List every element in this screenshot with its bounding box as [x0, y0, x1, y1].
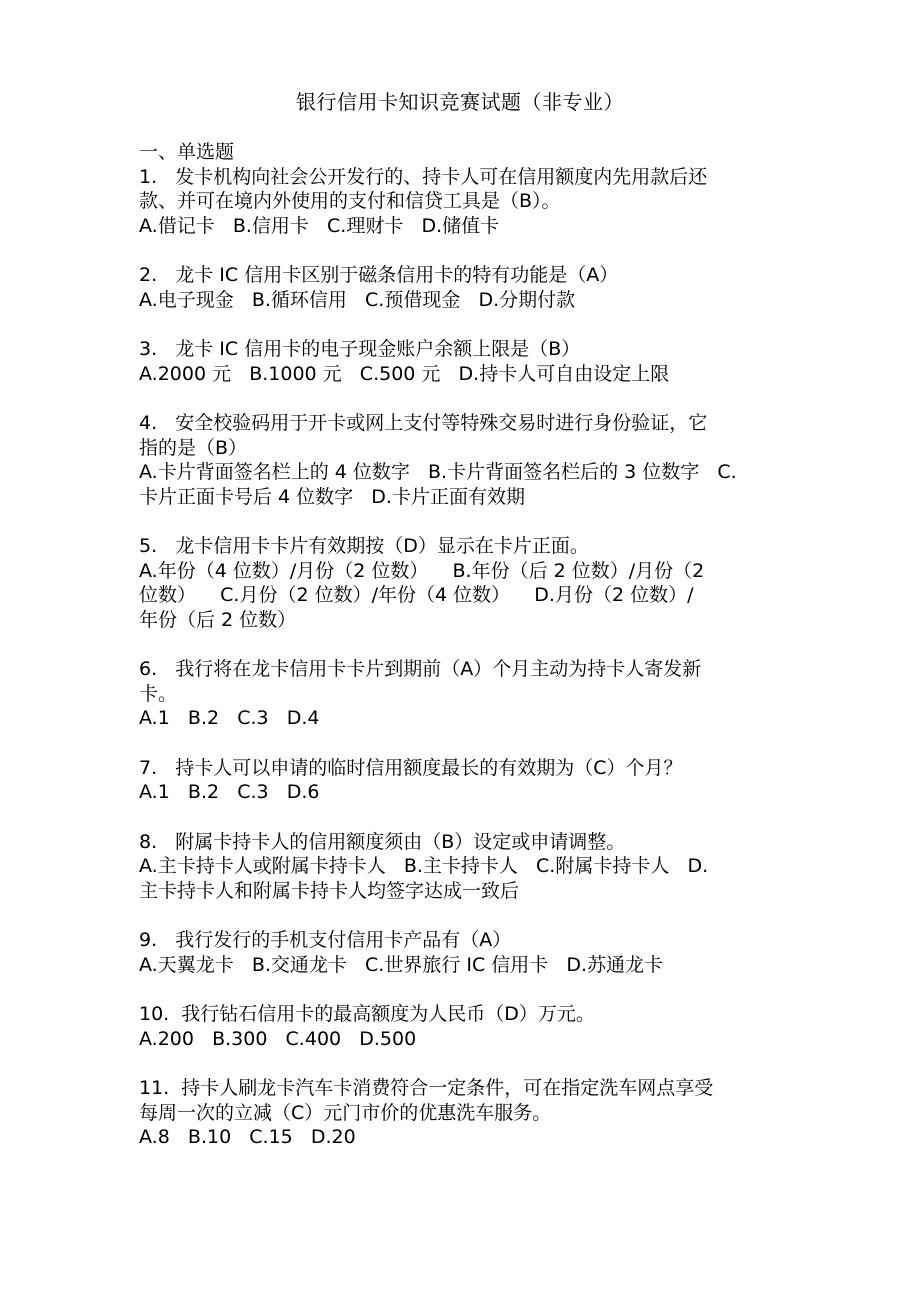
question-stem-line: 款、并可在境内外使用的支付和信贷工具是（B）。	[139, 190, 561, 212]
question-list	[139, 165, 811, 1150]
question-stem-line: 1. 发卡机构向社会公开发行的、持卡人可在信用额度内先用款后还	[139, 165, 708, 188]
question-stem-line: 2. 龙卡 IC 信用卡区别于磁条信用卡的特有功能是（A）	[139, 264, 619, 286]
question-options-line: A.电子现金 B.循环信用 C.预借现金 D.分期付款	[139, 288, 576, 311]
question-item	[139, 657, 811, 731]
question-stem-line: 卡。	[139, 682, 178, 705]
question-options-line: A.8 B.10 C.15 D.20	[139, 1126, 356, 1148]
question-options-line: 卡片正面卡号后 4 位数字 D.卡片正面有效期	[139, 485, 525, 508]
question-options-line: A.1 B.2 C.3 D.6	[139, 781, 320, 803]
question-stem-line: 4. 安全校验码用于开卡或网上支付等特殊交易时进行身份验证，它	[139, 412, 708, 434]
question-options-line: A.1 B.2 C.3 D.4	[139, 707, 320, 729]
question-stem-line: 10. 我行钻石信用卡的最高额度为人民币（D）万元。	[139, 1003, 595, 1025]
question-options-line: A.年份（4 位数）/月份（2 位数） B.年份（后 2 位数）/月份（2	[139, 559, 705, 582]
question-item	[139, 1002, 811, 1051]
question-stem-line: 9. 我行发行的手机支付信用卡产品有（A）	[139, 929, 512, 951]
question-options-line: A.卡片背面签名栏上的 4 位数字 B.卡片背面签名栏后的 3 位数字 C.	[139, 461, 737, 483]
document-title: 银行信用卡知识竞赛试题（非专业）	[296, 90, 624, 114]
question-item	[139, 263, 811, 312]
question-stem-line: 6. 我行将在龙卡信用卡卡片到期前（A）个月主动为持卡人寄发新	[139, 658, 702, 680]
question-stem-line: 3. 龙卡 IC 信用卡的电子现金账户余额上限是（B）	[139, 338, 581, 360]
question-item	[139, 165, 811, 239]
question-options-line: 年份（后 2 位数）	[139, 608, 297, 631]
question-options-line: A.天翼龙卡 B.交通龙卡 C.世界旅行 IC 信用卡 D.苏通龙卡	[139, 953, 664, 976]
question-options-line: A.借记卡 B.信用卡 C.理财卡 D.储值卡	[139, 214, 500, 237]
question-item	[139, 830, 811, 904]
question-stem-line: 指的是（B）	[139, 436, 248, 459]
question-options-line: 位数） C.月份（2 位数）/年份（4 位数） D.月份（2 位数）/	[139, 584, 694, 606]
question-item	[139, 1076, 811, 1150]
question-stem-line: 8. 附属卡持卡人的信用额度须由（B）设定或申请调整。	[139, 830, 626, 853]
question-item	[139, 756, 811, 805]
question-stem-line: 11. 持卡人刷龙卡汽车卡消费符合一定条件，可在指定洗车网点享受	[139, 1077, 714, 1099]
question-options-line: 主卡持卡人和附属卡持卡人均签字达成一致后	[139, 879, 520, 902]
question-item	[139, 337, 811, 386]
question-item	[139, 411, 811, 509]
section-heading: 一、单选题	[139, 141, 235, 163]
document-body	[139, 140, 811, 1175]
question-item	[139, 928, 811, 977]
question-stem-line: 5. 龙卡信用卡卡片有效期按（D）显示在卡片正面。	[139, 535, 589, 557]
question-stem-line: 每周一次的立减（C）元门市价的优惠洗车服务。	[139, 1101, 552, 1124]
question-item	[139, 534, 811, 632]
question-stem-line: 7. 持卡人可以申请的临时信用额度最长的有效期为（C）个月？	[139, 756, 683, 779]
question-options-line: A.主卡持卡人或附属卡持卡人 B.主卡持卡人 C.附属卡持卡人 D.	[139, 855, 709, 877]
question-options-line: A.2000 元 B.1000 元 C.500 元 D.持卡人可自由设定上限	[139, 362, 670, 385]
question-options-line: A.200 B.300 C.400 D.500	[139, 1027, 417, 1050]
